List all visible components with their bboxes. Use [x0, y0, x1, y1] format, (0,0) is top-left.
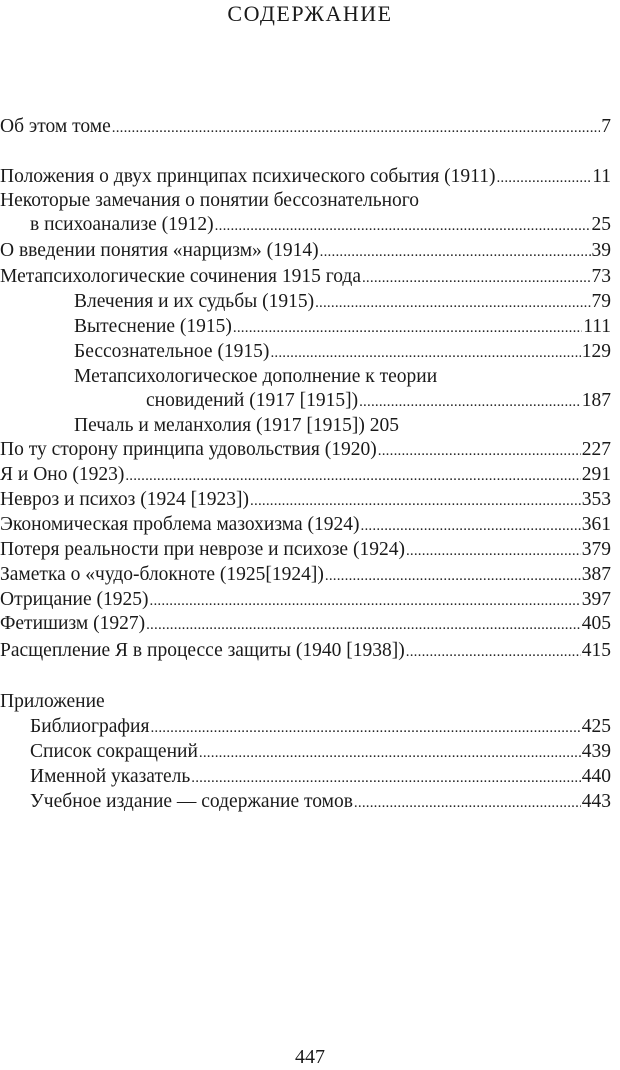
dot-leader: [215, 214, 591, 238]
toc-entry-title: По ту сторону принципа удовольствия (1920): [0, 439, 377, 460]
dot-leader: [150, 589, 581, 613]
toc-entry: [0, 463, 611, 488]
toc-entry: [0, 488, 611, 513]
toc-entry: [0, 538, 611, 563]
toc-entry-title: Метапсихологические сочинения 1915 года: [0, 266, 361, 287]
dot-leader: [250, 489, 581, 513]
toc-entry-title: Вытеснение (1915): [74, 316, 232, 337]
toc-entry: [0, 115, 611, 140]
page-title: СОДЕРЖАНИЕ: [227, 1, 393, 26]
appendix-entry: [30, 765, 611, 790]
dot-leader: [406, 640, 581, 664]
dot-leader: [406, 539, 581, 563]
dot-leader: [270, 341, 580, 365]
toc-entry: [0, 612, 611, 637]
toc-entry-page: 397: [581, 589, 611, 610]
toc-entry-title: Бессознательное (1915): [74, 341, 270, 362]
toc-entry-page: 425: [581, 716, 611, 737]
toc-entry-page: 379: [581, 539, 611, 560]
toc-entry-page: 353: [581, 489, 611, 510]
appendix-entry: [30, 740, 611, 765]
toc-entry-page: 387: [581, 564, 611, 585]
toc-entry-title: Об этом томе: [0, 116, 111, 137]
toc-entry-title: Положения о двух принципах психического события (1911): [0, 166, 496, 187]
toc-entry-text: Печаль и меланхолия (1917 [1915]) 205: [74, 415, 399, 436]
toc-entry-page: 187: [581, 390, 611, 411]
appendix-entry: [30, 790, 611, 815]
toc-entry-page: 291: [581, 464, 611, 485]
toc-entry: [0, 639, 611, 664]
dot-leader: [361, 514, 581, 538]
toc-entry-title: в психоанализе (1912): [30, 214, 214, 235]
toc-entry-page: 11: [592, 166, 611, 187]
dot-leader: [199, 741, 581, 765]
page-number: 447: [295, 1046, 325, 1068]
appendix-heading: Приложение: [0, 691, 105, 712]
toc-entry-title: Именной указатель: [30, 766, 191, 787]
dot-leader: [325, 564, 581, 588]
toc-entry-page: 443: [581, 791, 611, 812]
toc-entry-title: сновидений (1917 [1915]): [146, 390, 359, 411]
toc-entry-title: О введении понятия «нарцизм» (1914): [0, 240, 319, 261]
dot-leader: [359, 390, 581, 414]
toc-entry-title: Фетишизм (1927): [0, 613, 146, 634]
toc-entry-title: Библиография: [30, 716, 150, 737]
toc-entry-page: 439: [581, 741, 611, 762]
toc-entry-title: Учебное издание — содержание томов: [30, 791, 353, 812]
toc-entry-page: 227: [581, 439, 611, 460]
toc-entry: [0, 438, 611, 463]
dot-leader: [362, 266, 591, 290]
dot-leader: [315, 291, 590, 315]
dot-leader: [320, 240, 591, 264]
toc-entry-title: Список сокращений: [30, 741, 198, 762]
dot-leader: [112, 116, 601, 140]
toc-entry: [0, 265, 611, 290]
dot-leader: [233, 316, 582, 340]
toc-entry-page: 7: [601, 116, 611, 137]
dot-leader: [125, 464, 580, 488]
toc-entry-page: 39: [591, 240, 611, 261]
toc-entry: [74, 290, 611, 315]
toc-entry-page: 361: [581, 514, 611, 535]
toc-entry: [74, 315, 611, 340]
toc-entry-page: 415: [581, 640, 611, 661]
toc-entry: [0, 165, 611, 190]
toc-entry: [0, 563, 611, 588]
toc-entry: [0, 513, 611, 538]
toc-entry: [30, 213, 611, 238]
toc-entry-page: 79: [591, 291, 611, 312]
toc-entry-title: Расщепление Я в процессе защиты (1940 [1938]): [0, 640, 405, 661]
toc-entry-title: Заметка о «чудо-блокноте (1925[1924]): [0, 564, 324, 585]
toc-entry-title: Я и Оно (1923): [0, 464, 125, 485]
toc-entry: [146, 389, 611, 414]
toc-entry-title: Экономическая проблема мазохизма (1924): [0, 514, 360, 535]
toc-entry: [0, 239, 611, 264]
dot-leader: [496, 166, 591, 190]
toc-entry-page: 129: [581, 341, 611, 362]
dot-leader: [150, 716, 580, 740]
toc-entry-page: 440: [581, 766, 611, 787]
toc-entry-title: Невроз и психоз (1924 [1923]): [0, 489, 250, 510]
toc-entry-page: 111: [583, 316, 611, 337]
toc-entry-page: 405: [581, 613, 611, 634]
dot-leader: [146, 613, 581, 637]
toc-entry-title: Влечения и их судьбы (1915): [74, 291, 315, 312]
toc-entry-title-line1: Метапсихологическое дополнение к теории: [74, 366, 438, 387]
toc-entry: [0, 588, 611, 613]
toc-entry-title: Потеря реальности при неврозе и психозе (1924): [0, 539, 405, 560]
dot-leader: [354, 791, 581, 815]
toc-entry-title: Отрицание (1925): [0, 589, 149, 610]
toc-entry-page: 73: [591, 266, 611, 287]
toc-entry-page: 25: [591, 214, 611, 235]
toc-entry: [74, 340, 611, 365]
dot-leader: [378, 439, 581, 463]
dot-leader: [191, 766, 581, 790]
appendix-entry: [30, 715, 611, 740]
toc-entry-title-line1: Некоторые замечания о понятии бессознательного: [0, 190, 420, 211]
